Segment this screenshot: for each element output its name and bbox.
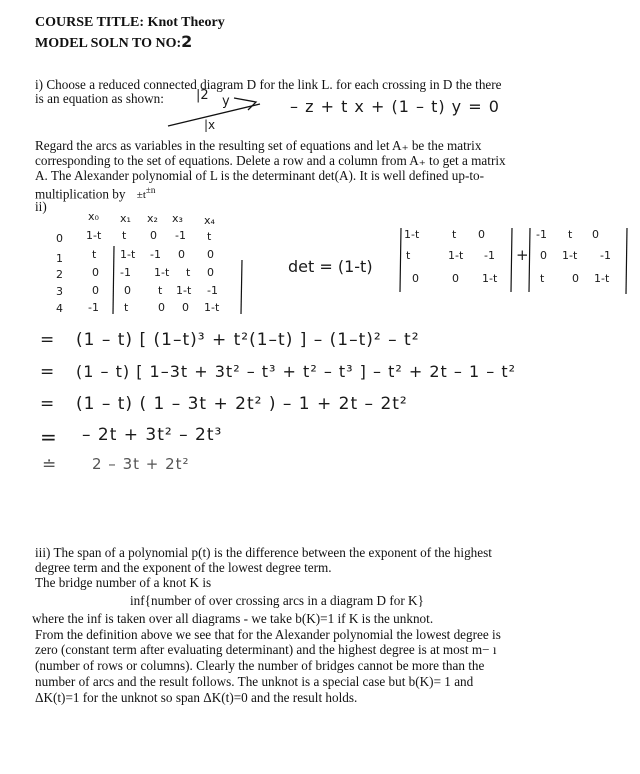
multiplication-line [35,183,155,203]
row-label-2: 2 [56,268,63,281]
course-title: COURSE TITLE: Knot Theory [35,15,225,30]
part-i-line2: is an equation as shown: [35,91,164,106]
cell-3-4: -1 [207,284,218,297]
part-iii-line-2: degree term and the exponent of the lowest degree term. [35,560,332,575]
step-5-expression: 2 – 3t + 2t² [92,455,190,473]
cell-0-2: 0 [150,229,157,242]
det-cell-0-2: 0 [478,228,485,241]
question-number: 2 [181,32,193,51]
col-header-x1: x₁ [120,212,131,225]
second-cell-0-1: t [568,228,573,241]
model-solution-label: MODEL SOLN TO NO: [35,36,182,51]
crossing-label-y: y [222,94,230,109]
second-cell-0-0: -1 [536,228,547,241]
second-cell-1-0: 0 [540,249,547,262]
part-iii-line-3: The bridge number of a knot K is [35,575,212,590]
det-cell-0-1: t [452,228,457,241]
cell-1-3: 0 [178,248,185,261]
row-label-3: 3 [56,285,63,298]
cell-3-3: 1-t [176,284,192,297]
step-4-expression: – 2t + 3t² – 2t³ [82,425,223,445]
second-cell-1-2: -1 [600,249,611,262]
cell-1-1: 1-t [120,248,136,261]
step-3-symbol: = [40,394,56,414]
cell-4-1: t [124,301,129,314]
part-i-line1: i) Choose a reduced connected diagram D for the link L. for each crossing in D the there [35,77,502,92]
cell-0-0: 1-t [86,229,102,242]
step-4-symbol: = [40,425,58,449]
crossing-label-top: |2 [196,88,209,103]
step-3-expression: (1 – t) ( 1 – 3t + 2t² ) – 1 + 2t – 2t² [76,394,408,414]
part-iii-line-10: ΔK(t)=1 for the unknot so span ΔK(t)=0 and the result holds. [35,690,358,705]
det-cell-2-0: 0 [412,272,419,285]
determinant-bars [395,224,635,300]
part-iii-line-8: (number of rows or columns). Clearly the number of bridges cannot be more than the [35,658,485,673]
cell-2-0: 0 [92,266,99,279]
det-cell-2-2: 1-t [482,272,498,285]
part-iii-line-7: zero (constant term after evaluating determinant) and the highest degree is at most m− ı [35,642,497,657]
cell-1-4: 0 [207,248,214,261]
step-5-symbol: ≐ [42,455,57,475]
cell-0-3: -1 [175,229,186,242]
part-iii-line-6: From the definition above we see that for the Alexander polynomial the lowest degree is [35,627,501,642]
cell-4-2: 0 [158,301,165,314]
cell-2-2: 1-t [154,266,170,279]
model-solution-heading [35,33,192,52]
cell-4-3: 0 [182,301,189,314]
cell-2-3: t [186,266,191,279]
col-header-x2: x₂ [147,212,158,225]
part-iii-line-9: number of arcs and the result follows. The unknot is a special case but b(K)= 1 and [35,674,474,689]
second-cell-1-1: 1-t [562,249,578,262]
col-header-x3: x₃ [172,212,183,225]
det-cell-1-0: t [406,249,411,262]
part-ii-label: ii) [35,199,47,214]
cell-1-0: t [92,248,97,261]
row-label-1: 1 [56,252,63,265]
cell-0-1: t [122,229,127,242]
cell-0-4: t [207,230,212,243]
det-label: det = (1-t) [288,257,373,276]
step-1-symbol: = [40,330,56,350]
cell-2-4: 0 [207,266,214,279]
det-cell-0-0: 1-t [404,228,420,241]
cell-3-2: t [158,284,163,297]
mult-prefix: multiplication by [35,186,126,202]
cell-1-2: -1 [150,248,161,261]
cell-4-4: 1-t [204,301,220,314]
col-header-x4: x₄ [204,214,215,227]
step-2-expression: (1 – t) [ 1–3t + 3t² – t³ + t² – t³ ] – t² + 2t – 1 – t² [76,362,517,381]
part-i-para-1: Regard the arcs as variables in the resulting set of equations and let A₊ be the matrix [35,138,482,153]
cell-3-1: 0 [124,284,131,297]
second-cell-2-0: t [540,272,545,285]
det-cell-1-2: -1 [484,249,495,262]
part-i-para-3: A. The Alexander polynomial of L is the determinant det(A). It is well defined up-to- [35,168,484,183]
cell-2-1: -1 [120,266,131,279]
mult-symbol: ±t [136,189,146,202]
cell-4-0: -1 [88,301,99,314]
cell-3-0: 0 [92,284,99,297]
step-1-expression: (1 – t) [ (1–t)³ + t²(1–t) ] – (1–t)² – t² [76,330,420,350]
det-cell-2-1: 0 [452,272,459,285]
second-cell-2-1: 0 [572,272,579,285]
part-iii-line-5: where the inf is taken over all diagrams - we take b(K)=1 if K is the unknot. [32,611,434,626]
part-i-para-2: corresponding to the set of equations. Delete a row and a column from A₊ to get a matrix [35,153,506,168]
crossing-label-x: |x [204,118,216,132]
second-cell-2-2: 1-t [594,272,610,285]
crossing-equation: – z + t x + (1 – t) y = 0 [290,97,500,116]
row-label-0: 0 [56,232,63,245]
col-header-x0: x₀ [88,210,99,223]
mult-exponent: ±n [145,185,156,195]
part-iii-line-1: iii) The span of a polynomial p(t) is the difference between the exponent of the highest [35,545,492,560]
part-iii-line-4: inf{number of over crossing arcs in a diagram D for K} [130,593,424,608]
plus-sign: + [516,246,529,264]
det-cell-1-1: 1-t [448,249,464,262]
row-label-4: 4 [56,302,63,315]
second-cell-0-2: 0 [592,228,599,241]
step-2-symbol: = [40,362,56,382]
